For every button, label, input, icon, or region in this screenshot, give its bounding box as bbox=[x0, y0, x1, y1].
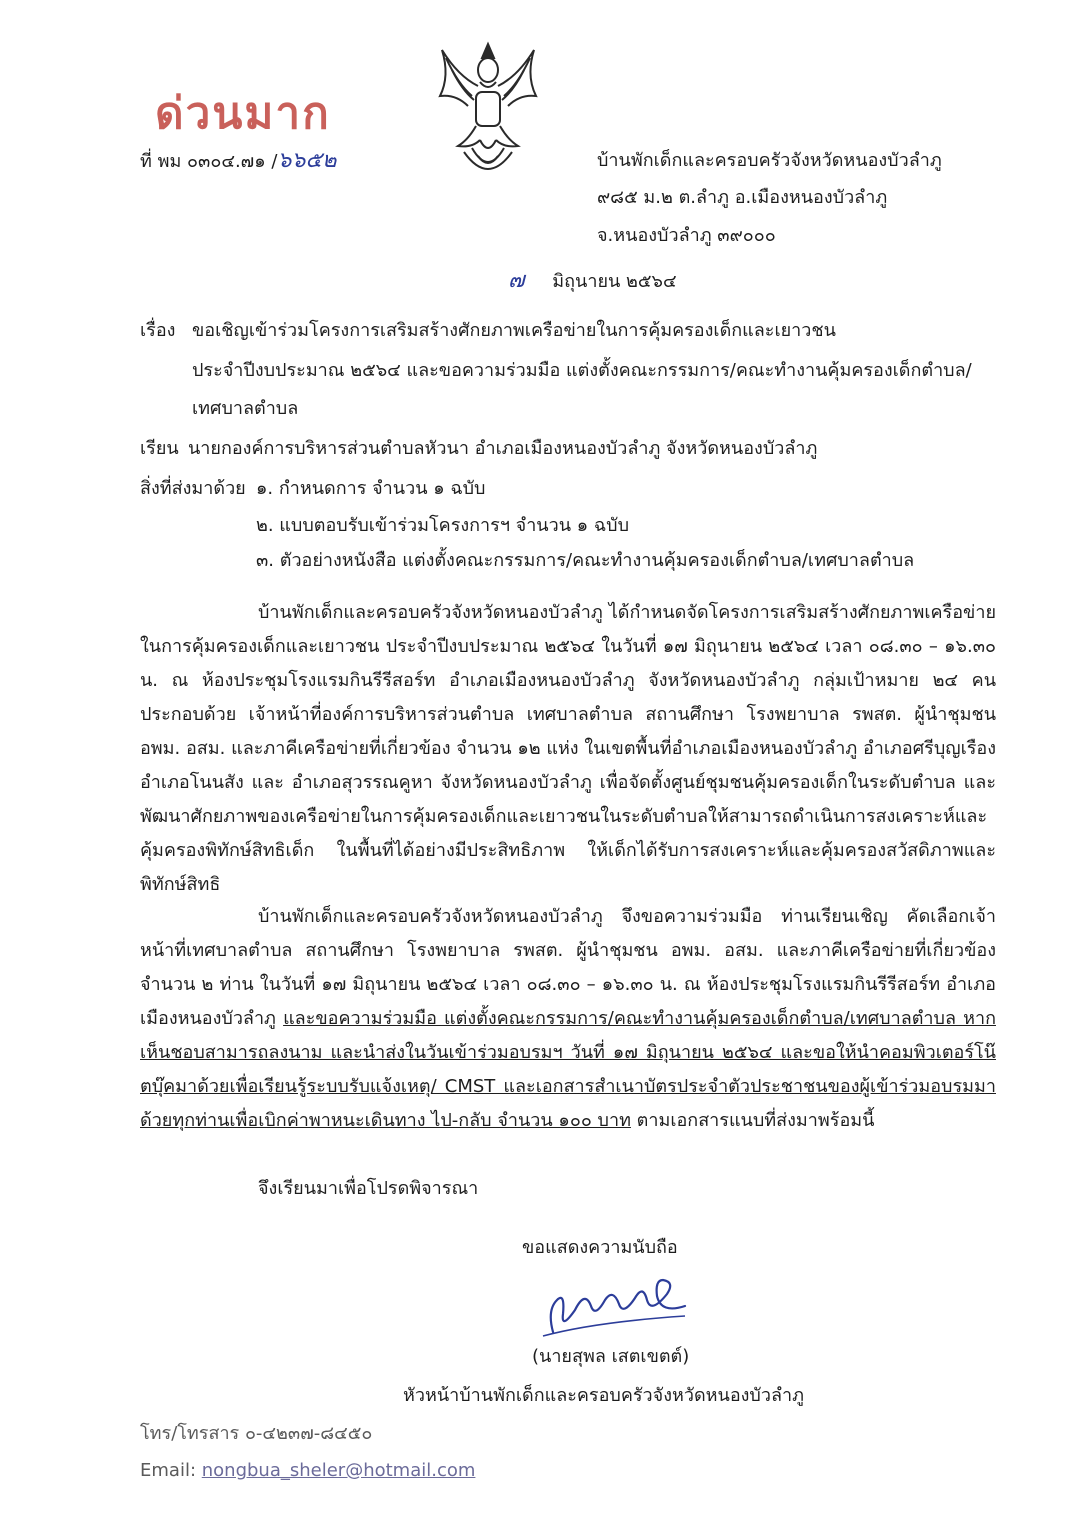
handwritten-signature bbox=[535, 1270, 695, 1340]
subject-line3: เทศบาลตำบล bbox=[192, 398, 299, 419]
letter-date bbox=[508, 270, 677, 293]
garuda-emblem-icon bbox=[428, 36, 548, 186]
recipient-label: เรียน bbox=[140, 438, 179, 459]
subject-line1: ขอเชิญเข้าร่วมโครงการเสริมสร้างศักยภาพเครือข่ายในการคุ้มครองเด็กและเยาวชน bbox=[192, 320, 836, 341]
reference-prefix: ที่ พม ๐๓๐๔.๗๑ / bbox=[140, 151, 278, 172]
sender-address-line1: ๙๘๕ ม.๒ ต.ลำภู อ.เมืองหนองบัวลำภู bbox=[597, 187, 888, 208]
enclosure-item-2: ๒. แบบตอบรับเข้าร่วมโครงการฯ จำนวน ๑ ฉบับ bbox=[256, 515, 630, 536]
reference-number bbox=[140, 150, 337, 173]
reference-handwritten: ๖๖๕๒ bbox=[277, 148, 337, 173]
recipient-text: นายกองค์การบริหารส่วนตำบลหัวนา อำเภอเมืองหนองบัวลำภู จังหวัดหนองบัวลำภู bbox=[188, 438, 818, 459]
contact-email bbox=[140, 1460, 475, 1482]
sender-address-line2: จ.หนองบัวลำภู ๓๙๐๐๐ bbox=[597, 225, 776, 246]
body-paragraph-2-tail: ตามเอกสารแนบที่ส่งมาพร้อมนี้ bbox=[630, 1110, 875, 1131]
enclosure-item-3: ๓. ตัวอย่างหนังสือ แต่งตั้งคณะกรรมการ/คณะทำงานคุ้มครองเด็กตำบล/เทศบาลตำบล bbox=[256, 550, 915, 571]
enclosures-label: สิ่งที่ส่งมาด้วย bbox=[140, 478, 246, 499]
closing-request: จึงเรียนมาเพื่อโปรดพิจารณา bbox=[258, 1178, 479, 1199]
enclosure-item-1: ๑. กำหนดการ จำนวน ๑ ฉบับ bbox=[256, 478, 486, 499]
email-label: Email: bbox=[140, 1460, 202, 1481]
subject-line2: ประจำปีงบประมาณ ๒๕๖๔ และขอความร่วมมือ แต่งตั้งคณะกรรมการ/คณะทำงานคุ้มครองเด็กตำบล/ bbox=[192, 360, 972, 381]
date-month-year: มิถุนายน ๒๕๖๔ bbox=[552, 271, 677, 292]
signatory-name: (นายสุพล เสตเขตต์) bbox=[532, 1346, 690, 1367]
closing-salutation: ขอแสดงความนับถือ bbox=[522, 1237, 678, 1258]
body-paragraph-1: บ้านพักเด็กและครอบครัวจังหวัดหนองบัวลำภู ได้กำหนดจัดโครงการเสริมสร้างศักยภาพเครือข่ายในการคุ้มครองเด็กและเยาวชน ประจำปีงบประมาณ ๒๕๖๔ ในวันที่ ๑๗ มิถุนายน ๒๕๖๔ เวลา ๐๘.๓๐ – ๑๖.๓๐ น. ณ ห้องประชุมโรงแรมกินรีรีสอร์ท อำเภอเมืองหนองบัวลำภู จังหวัดหนองบัวลำภู กลุ่มเป้าหมาย ๒๔ คน ประกอบด้วย เจ้าหน้าที่องค์การบริหารส่วนตำบล เทศบาลตำบล สถานศึกษา โรงพยาบาล รพสต. ผู้นำชุมชน อพม. อสม. และภาคีเครือข่ายที่เกี่ยวข้อง จำนวน ๑๒ แห่ง ในเขตพื้นที่อำเภอเมืองหนองบัวลำภู อำเภอศรีบุญเรือง อำเภอโนนสัง และ อำเภอสุวรรณคูหา จังหวัดหนองบัวลำภู เพื่อจัดตั้งศูนย์ชุมชนคุ้มครองเด็กในระดับตำบล และพัฒนาศักยภาพของเครือข่ายในการคุ้มครองเด็กและเยาวชนในระดับตำบลให้สามารถดำเนินการสงเคราะห์และคุ้มครองพิทักษ์สิทธิเด็ก ในพื้นที่ได้อย่างมีประสิทธิภาพ ให้เด็กได้รับการสงเคราะห์และคุ้มครองสวัสดิภาพและพิทักษ์สิทธิ bbox=[140, 602, 997, 895]
urgency-stamp: ด่วนมาก bbox=[155, 88, 331, 139]
sender-org-name: บ้านพักเด็กและครอบครัวจังหวัดหนองบัวลำภู bbox=[597, 150, 942, 171]
date-day-handwritten: ๗ bbox=[508, 268, 525, 293]
signatory-position: หัวหน้าบ้านพักเด็กและครอบครัวจังหวัดหนองบัวลำภู bbox=[403, 1385, 804, 1406]
body-paragraph-2-plain: บ้านพักเด็กและครอบครัวจังหวัดหนองบัวลำภู จึงขอความร่วมมือ ท่านเรียนเชิญ คัดเลือกเจ้าหน้าที่เทศบาลตำบล สถานศึกษา โรงพยาบาล รพสต. ผู้นำชุมชน อพม. อสม. และภาคีเครือข่ายที่เกี่ยวข้องจำนวน ๒ ท่าน ในวันที่ ๑๗ มิถุนายน ๒๕๖๔ เวลา ๐๘.๓๐ – ๑๖.๓๐ น. ณ ห้องประชุมโรงแรมกินรีรีสอร์ท อำเภอเมืองหนองบัวลำภู bbox=[140, 906, 996, 1029]
body-paragraph-2-underlined: และขอความร่วมมือ แต่งตั้งคณะกรรมการ/คณะทำงานคุ้มครองเด็กตำบล/เทศบาลตำบล หากเห็นชอบสามารถลงนาม และนำส่งในวันเข้าร่วมอบรมฯ วันที่ ๑๗ มิถุนายน ๒๕๖๔ และขอให้นำคอมพิวเตอร์โน๊ตบุ๊คมาด้วยเพื่อเรียนรู้ระบบรับแจ้งเหตุ/ CMST และเอกสารสำเนาบัตรประจำตัวประชาชนของผู้เข้าร่วมอบรมมาด้วยทุกท่านเพื่อเบิกค่าพาหนะเดินทาง ไป-กลับ จำนวน ๑๐๐ บาท bbox=[140, 1008, 996, 1131]
email-link[interactable]: nongbua_sheler@hotmail.com bbox=[201, 1460, 476, 1481]
contact-phone: โทร/โทรสาร ๐-๔๒๓๗-๘๔๕๐ bbox=[140, 1423, 373, 1444]
subject-label: เรื่อง bbox=[140, 320, 176, 341]
body-paragraph-2 bbox=[140, 900, 996, 1138]
